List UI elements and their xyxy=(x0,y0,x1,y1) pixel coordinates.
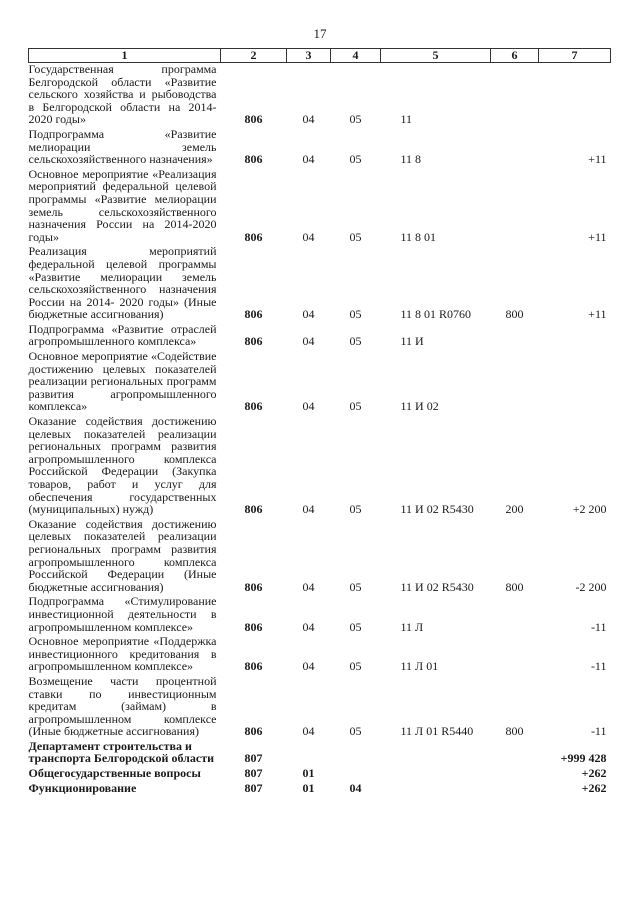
row-name-cell: Оказание содействия достижению целевых показателей реализации региональных программ развития агропромышленного комплекса Российской Федерации (Иные бюджетные ассигнования) xyxy=(28,516,217,594)
target-article-cell: 11 8 xyxy=(400,152,422,167)
row-name-cell: Реализация мероприятий федеральной целевой программы «Развитие мелиорации земель сельскохозяйственного назначения России на 2014- 2020 годы» (Иные бюджетные ассигнования) xyxy=(28,244,217,322)
expense-type-cell xyxy=(491,767,539,782)
subsection-code-cell: 05 xyxy=(349,579,362,594)
header-col-2: 2 xyxy=(221,49,287,63)
target-article-cell: 11 Л 01 R5440 xyxy=(400,724,474,739)
admin-code-cell: 806 xyxy=(244,152,263,167)
header-col-6: 6 xyxy=(491,49,539,63)
admin-code-cell: 807 xyxy=(244,780,263,795)
amount-cell: +11 xyxy=(588,307,607,322)
expense-type-cell xyxy=(491,782,539,797)
subsection-code-cell: 05 xyxy=(349,399,362,414)
table-row xyxy=(29,675,611,740)
subsection-code-cell: 04 xyxy=(349,780,362,795)
row-name-cell: Оказание содействия достижению целевых показателей реализации региональных программ развития агропромышленного комплекса Российской Федерации (Закупка товаров, работ и услуг для обеспечения государственных (муниципальных) нужд) xyxy=(28,414,217,517)
amount-cell: -11 xyxy=(590,659,607,674)
section-code-cell: 04 xyxy=(302,112,315,127)
admin-code-cell: 807 xyxy=(244,751,263,766)
section-code-cell: 04 xyxy=(302,307,315,322)
admin-code-cell: 807 xyxy=(244,766,263,781)
expense-type-cell xyxy=(491,63,539,128)
table-row xyxy=(29,245,611,323)
admin-code-cell: 806 xyxy=(244,307,263,322)
target-article-cell xyxy=(381,740,491,767)
target-article-cell: 11 И 02 R5430 xyxy=(400,502,474,517)
row-name-cell: Департамент строительства и транспорта Белгородской области xyxy=(28,738,215,766)
expense-type-cell xyxy=(491,635,539,675)
subsection-code-cell xyxy=(331,740,381,767)
table-row xyxy=(29,63,611,128)
header-row xyxy=(29,49,611,63)
subsection-code-cell: 05 xyxy=(349,619,362,634)
target-article-cell: 11 И 02 R5430 xyxy=(400,579,474,594)
expense-type-cell xyxy=(491,350,539,415)
amount-cell xyxy=(539,63,611,128)
table-row xyxy=(29,350,611,415)
target-article-cell: 11 Л 01 xyxy=(400,659,439,674)
table-header xyxy=(29,49,611,63)
table-row xyxy=(29,168,611,246)
row-name-cell: Возмещение части процентной ставки по инвестиционным кредитам (займам) в агропромышленном комплексе (Иные бюджетные ассигнования) xyxy=(28,673,217,739)
table-row xyxy=(29,323,611,350)
row-name-cell: Основное мероприятие «Содействие достижению целевых показателей реализации региональных программ развития агропромышленного комплекса» xyxy=(28,349,217,414)
subsection-code-cell: 05 xyxy=(349,502,362,517)
section-code-cell: 04 xyxy=(302,619,315,634)
amount-cell: +2 200 xyxy=(572,502,607,517)
target-article-cell xyxy=(381,782,491,797)
target-article-cell: 11 8 01 xyxy=(400,229,437,244)
row-name-cell: Подпрограмма «Развитие мелиорации земель сельскохозяйственного назначения» xyxy=(28,126,217,167)
section-code-cell: 01 xyxy=(302,766,315,781)
amount-cell xyxy=(539,350,611,415)
header-col-5: 5 xyxy=(381,49,491,63)
row-name-cell: Основное мероприятие «Реализация мероприятий федеральной целевой программы «Развитие мелиорации земель сельскохозяйственного назначения России на 2014-2020 годы» xyxy=(28,166,217,244)
section-code-cell: 04 xyxy=(302,724,315,739)
expense-type-cell: 800 xyxy=(505,579,524,594)
row-name-cell: Подпрограмма «Стимулирование инвестиционной деятельности в агропромышленном комплексе» xyxy=(28,594,217,634)
expense-type-cell xyxy=(491,740,539,767)
expense-type-cell: 800 xyxy=(505,307,524,322)
row-name-cell: Государственная программа Белгородской области «Развитие сельского хозяйства и рыбоводства в Белгородской области на 2014-2020 годы» xyxy=(28,62,217,127)
target-article-cell: 11 8 01 R0760 xyxy=(400,307,472,322)
admin-code-cell: 806 xyxy=(244,399,263,414)
amount-cell: -2 200 xyxy=(575,579,607,594)
admin-code-cell: 806 xyxy=(244,334,263,349)
subsection-code-cell: 05 xyxy=(349,307,362,322)
expense-type-cell: 200 xyxy=(505,502,524,517)
row-name-cell: Подпрограмма «Развитие отраслей агропромышленного комплекса» xyxy=(28,321,217,349)
amount-cell: -11 xyxy=(590,619,607,634)
subsection-code-cell: 05 xyxy=(349,112,362,127)
row-name-cell: Основное мероприятие «Поддержка инвестиционного кредитования в агропромышленном комплексе» xyxy=(28,634,217,674)
target-article-cell: 11 И 02 xyxy=(400,399,439,414)
expense-type-cell xyxy=(491,595,539,635)
page-number: 17 xyxy=(313,26,327,41)
subsection-code-cell: 05 xyxy=(349,659,362,674)
table-row xyxy=(29,635,611,675)
table-row xyxy=(29,595,611,635)
admin-code-cell: 806 xyxy=(244,579,263,594)
admin-code-cell: 806 xyxy=(244,112,263,127)
target-article-cell: 11 И xyxy=(400,334,424,349)
amount-cell xyxy=(539,323,611,350)
table-row xyxy=(29,767,611,782)
table-row xyxy=(29,740,611,767)
amount-cell: -11 xyxy=(590,724,607,739)
row-name-cell: Функционирование xyxy=(28,780,137,795)
target-article-cell xyxy=(381,767,491,782)
table-body xyxy=(29,63,611,797)
expense-type-cell: 800 xyxy=(505,724,524,739)
amount-cell: +11 xyxy=(588,229,607,244)
target-article-cell: 11 xyxy=(400,112,413,127)
subsection-code-cell: 05 xyxy=(349,334,362,349)
section-code-cell: 01 xyxy=(302,780,315,795)
header-col-1: 1 xyxy=(29,49,221,63)
budget-table xyxy=(28,48,611,796)
section-code-cell xyxy=(287,740,331,767)
expense-type-cell xyxy=(491,128,539,168)
section-code-cell: 04 xyxy=(302,502,315,517)
admin-code-cell: 806 xyxy=(244,229,263,244)
amount-cell: +11 xyxy=(588,152,607,167)
section-code-cell: 04 xyxy=(302,399,315,414)
admin-code-cell: 806 xyxy=(244,659,263,674)
table-row xyxy=(29,782,611,797)
header-col-4: 4 xyxy=(331,49,381,63)
section-code-cell: 04 xyxy=(302,579,315,594)
row-name-cell: Общегосударственные вопросы xyxy=(28,766,201,781)
section-code-cell: 04 xyxy=(302,659,315,674)
header-col-7: 7 xyxy=(539,49,611,63)
subsection-code-cell: 05 xyxy=(349,724,362,739)
target-article-cell: 11 Л xyxy=(400,619,424,634)
expense-type-cell xyxy=(491,323,539,350)
subsection-code-cell xyxy=(331,767,381,782)
amount-cell: +262 xyxy=(581,780,607,795)
subsection-code-cell: 05 xyxy=(349,152,362,167)
table-row xyxy=(29,518,611,596)
section-code-cell: 04 xyxy=(302,152,315,167)
section-code-cell: 04 xyxy=(302,229,315,244)
table-row xyxy=(29,415,611,518)
section-code-cell: 04 xyxy=(302,334,315,349)
amount-cell: +999 428 xyxy=(560,751,607,766)
amount-cell: +262 xyxy=(581,766,607,781)
admin-code-cell: 806 xyxy=(244,724,263,739)
table-row xyxy=(29,128,611,168)
admin-code-cell: 806 xyxy=(244,502,263,517)
expense-type-cell xyxy=(491,168,539,246)
admin-code-cell: 806 xyxy=(244,619,263,634)
header-col-3: 3 xyxy=(287,49,331,63)
subsection-code-cell: 05 xyxy=(349,229,362,244)
